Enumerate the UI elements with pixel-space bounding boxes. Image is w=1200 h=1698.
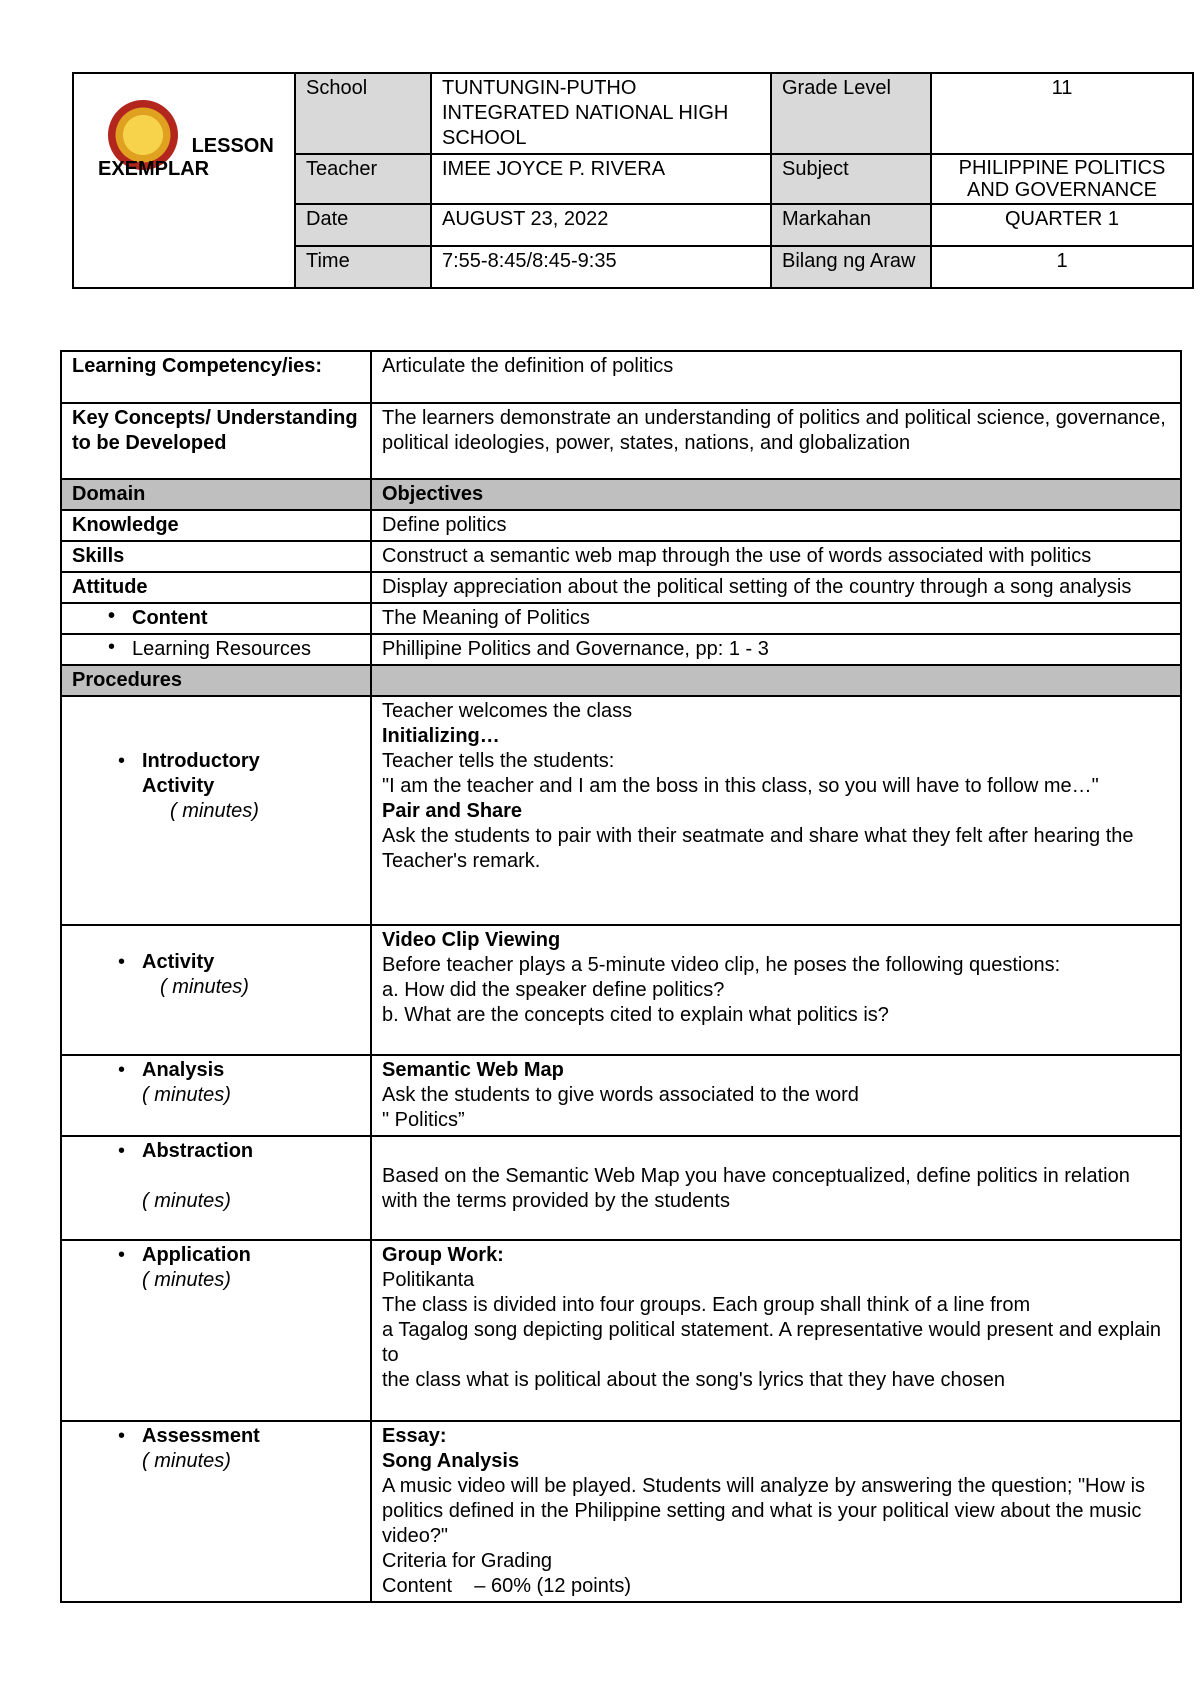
- subject-value: PHILIPPINE POLITICS AND GOVERNANCE: [931, 154, 1193, 204]
- intro-label-cell: • Introductory Activity ( minutes): [61, 696, 371, 925]
- lesson-plan-table: [60, 350, 1182, 1603]
- resources-label: • Learning Resources: [61, 634, 371, 665]
- attitude-label: Attitude: [61, 572, 371, 603]
- application-label-cell: • Application ( minutes): [61, 1240, 371, 1421]
- key-concepts-label: Key Concepts/ Understanding to be Developed: [61, 403, 371, 479]
- date-label: Date: [295, 204, 431, 246]
- date-value: AUGUST 23, 2022: [431, 204, 771, 246]
- domain-header: Domain: [61, 479, 371, 510]
- grade-label: Grade Level: [771, 73, 931, 154]
- competency-value: Articulate the definition of politics: [371, 351, 1181, 403]
- intro-content: Teacher welcomes the class Initializing… Teacher tells the students: "I am the teacher and I am the boss in this class, so you will have to follow me…" Pair and Share Ask the students to pair with their seatmate and share what they felt after hearing the Teacher's remark.: [371, 696, 1181, 925]
- knowledge-value: Define politics: [371, 510, 1181, 541]
- markahan-label: Markahan: [771, 204, 931, 246]
- competency-label: Learning Competency/ies:: [61, 351, 371, 403]
- assessment-label-cell: • Assessment ( minutes): [61, 1421, 371, 1602]
- analysis-content: Semantic Web Map Ask the students to give words associated to the word " Politics”: [371, 1055, 1181, 1136]
- attitude-value: Display appreciation about the political setting of the country through a song analysis: [371, 572, 1181, 603]
- skills-label: Skills: [61, 541, 371, 572]
- procedures-header: Procedures: [61, 665, 371, 696]
- bilang-label: Bilang ng Araw: [771, 246, 931, 288]
- time-label: Time: [295, 246, 431, 288]
- subject-label: Subject: [771, 154, 931, 204]
- teacher-label: Teacher: [295, 154, 431, 204]
- skills-value: Construct a semantic web map through the use of words associated with politics: [371, 541, 1181, 572]
- activity-label-cell: • Activity ( minutes): [61, 925, 371, 1055]
- lesson-exemplar-title: LESSON EXEMPLAR: [73, 73, 295, 288]
- objectives-header: Objectives: [371, 479, 1181, 510]
- content-value: The Meaning of Politics: [371, 603, 1181, 634]
- school-value: TUNTUNGIN-PUTHO INTEGRATED NATIONAL HIGH SCHOOL: [431, 73, 771, 154]
- time-value: 7:55-8:45/8:45-9:35: [431, 246, 771, 288]
- markahan-value: QUARTER 1: [931, 204, 1193, 246]
- school-label: School: [295, 73, 431, 154]
- analysis-label-cell: • Analysis ( minutes): [61, 1055, 371, 1136]
- resources-value: Phillipine Politics and Governance, pp: 1 - 3: [371, 634, 1181, 665]
- abstraction-label-cell: • Abstraction ( minutes): [61, 1136, 371, 1240]
- knowledge-label: Knowledge: [61, 510, 371, 541]
- application-content: Group Work: Politikanta The class is divided into four groups. Each group shall think of a line from a Tagalog song depicting political statement. A representative would present and explain to the class what is political about the song's lyrics that they have chosen: [371, 1240, 1181, 1421]
- assessment-content: Essay: Song Analysis A music video will be played. Students will analyze by answering the question; "How is politics defined in the Philippine setting and what is your political view about the music video?" Criteria for Grading Content – 60% (12 points): [371, 1421, 1181, 1602]
- content-label: • Content: [61, 603, 371, 634]
- key-concepts-value: The learners demonstrate an understanding of politics and political science, governance, political ideologies, power, states, nations, and globalization: [371, 403, 1181, 479]
- teacher-value: IMEE JOYCE P. RIVERA: [431, 154, 771, 204]
- activity-content: Video Clip Viewing Before teacher plays a 5-minute video clip, he poses the following questions: a. How did the speaker define politics? b. What are the concepts cited to explain what politics is?: [371, 925, 1181, 1055]
- grade-value: 11: [931, 73, 1193, 154]
- abstraction-content: Based on the Semantic Web Map you have conceptualized, define politics in relation with the terms provided by the students: [371, 1136, 1181, 1240]
- bilang-value: 1: [931, 246, 1193, 288]
- header-table: [72, 72, 1194, 289]
